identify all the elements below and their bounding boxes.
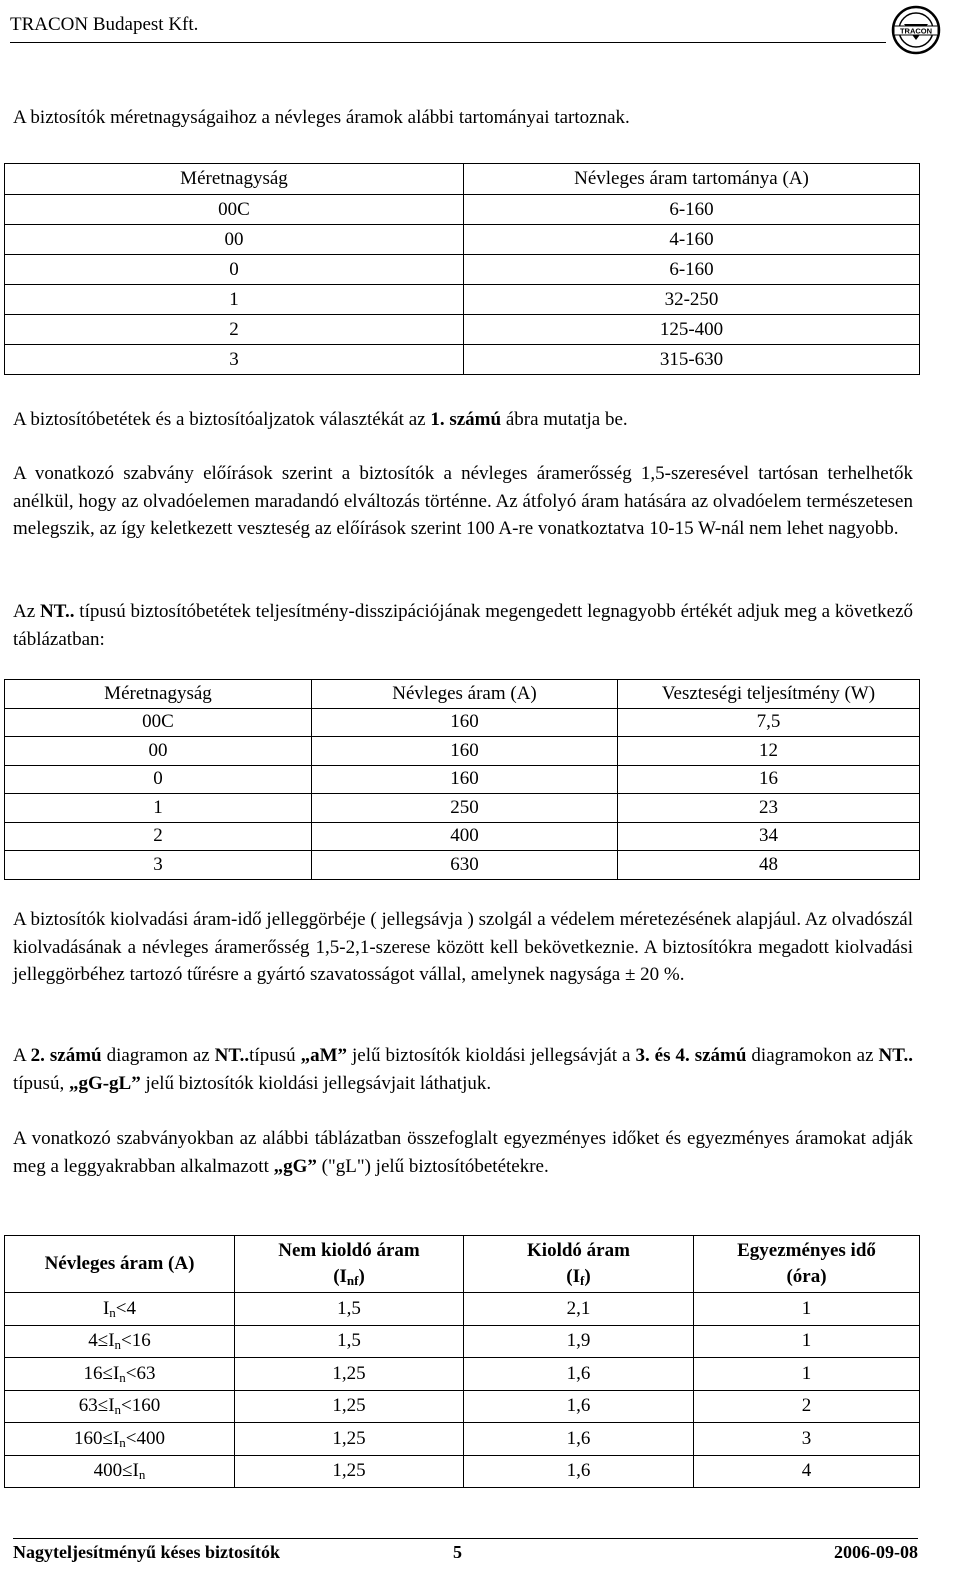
- table-cell: 1,25: [235, 1390, 464, 1423]
- table-cell: 16: [618, 765, 920, 794]
- table-cell: 1: [694, 1358, 920, 1391]
- table-row: [5, 1455, 920, 1488]
- table-cell: 00: [5, 737, 312, 766]
- table-cell: 630: [312, 851, 618, 880]
- table-cell: 160: [312, 708, 618, 737]
- page-number: 5: [453, 1542, 462, 1562]
- column-header: Nem kioldó áram $(I_{nf})$: [235, 1236, 464, 1293]
- table-cell: 6-160: [464, 195, 920, 225]
- table-cell: 1,6: [464, 1390, 694, 1423]
- table-cell: 1: [5, 794, 312, 823]
- column-header: Egyezményes idő (óra): [694, 1236, 920, 1293]
- table-cell: 0: [5, 255, 464, 285]
- characteristic-paragraph: A biztosítók kiolvadási áram-idő jelleggörbéje ( jellegsávja ) szolgál a védelem méretezésének alapjául. Az olvadószál kiolvadásának a névleges áramerősség 1,5-2,1-szerese között kell bekövetkeznie. A biztosítókra megadott kiolvadási jelleggörbéhez tartozó tűrésre a gyártó szavatosságot vállal, amelynek nagysága ± 20 %.: [13, 909, 913, 986]
- table-cell: 160: [312, 737, 618, 766]
- table-cell: 1,25: [235, 1455, 464, 1488]
- table-cell: 160: [312, 765, 618, 794]
- page-header: [10, 14, 940, 54]
- table-cell: 1,25: [235, 1423, 464, 1456]
- table-cell: 48: [618, 851, 920, 880]
- table-header-row: [5, 1236, 920, 1293]
- table-header-row: [5, 164, 920, 195]
- table-cell: $4\le I_n<16$: [5, 1325, 235, 1358]
- table-cell: $160\le I_n<400$: [5, 1423, 235, 1456]
- table-cell: 7,5: [618, 708, 920, 737]
- table-cell: 12: [618, 737, 920, 766]
- table-cell: 0: [5, 765, 312, 794]
- table-cell: $400\le I_n$: [5, 1455, 235, 1488]
- power-loss-table: [4, 679, 920, 880]
- table-row: [5, 1358, 920, 1391]
- column-header: Névleges áram (A): [5, 1236, 235, 1293]
- table-cell: 00C: [5, 195, 464, 225]
- conventional-current-table: [4, 1235, 920, 1488]
- table-cell: 3: [5, 851, 312, 880]
- table-row: [5, 345, 920, 375]
- table-row: [5, 195, 920, 225]
- company-name: TRACON Budapest Kft.: [10, 14, 199, 35]
- table-row: [5, 822, 920, 851]
- table-cell: 6-160: [464, 255, 920, 285]
- table-cell: 1,5: [235, 1325, 464, 1358]
- table-row: [5, 794, 920, 823]
- table-cell: 1: [694, 1325, 920, 1358]
- table-cell: 3: [694, 1423, 920, 1456]
- table-row: [5, 1325, 920, 1358]
- table-row: [5, 225, 920, 255]
- table-cell: 125-400: [464, 315, 920, 345]
- table-cell: 1,25: [235, 1358, 464, 1391]
- table-cell: 400: [312, 822, 618, 851]
- table-cell: 4-160: [464, 225, 920, 255]
- table-cell: 1,6: [464, 1455, 694, 1488]
- table-row: [5, 1293, 920, 1326]
- table-row: [5, 708, 920, 737]
- footer-title: Nagyteljesítményű késes biztosítók: [13, 1542, 280, 1562]
- column-header: Veszteségi teljesítmény (W): [618, 680, 920, 709]
- table-header-row: [5, 680, 920, 709]
- table-cell: 315-630: [464, 345, 920, 375]
- table-row: [5, 255, 920, 285]
- table-row: [5, 315, 920, 345]
- table-cell: 4: [694, 1455, 920, 1488]
- table-cell: 1: [5, 285, 464, 315]
- tracon-logo-icon: [890, 4, 942, 56]
- table-cell: 2: [5, 822, 312, 851]
- table-cell: 2: [5, 315, 464, 345]
- table-cell: 00C: [5, 708, 312, 737]
- standard-paragraph: A vonatkozó szabvány előírások szerint a biztosítók a névleges áramerősség 1,5-szeresével tartósan terhelhetők anélkül, hogy az olvadóelemen maradandó elváltozás történne. Az átfolyó áram hatására az olvadóelem természetesen melegszik, az így keletkezett veszteség az előírások szerint 100 A-re vonatkoztatva 10-15 W-nál nem lehet nagyobb.: [13, 463, 913, 540]
- table-cell: 1,9: [464, 1325, 694, 1358]
- intro-paragraph: A biztosítók méretnagyságaihoz a névleges áramok alábbi tartományai tartoznak.: [13, 107, 630, 128]
- column-header: Névleges áram (A): [312, 680, 618, 709]
- page-footer: [13, 1538, 918, 1569]
- table-cell: 3: [5, 345, 464, 375]
- table-cell: 2: [694, 1390, 920, 1423]
- table-cell: 23: [618, 794, 920, 823]
- column-header: Méretnagyság: [5, 164, 464, 195]
- svg-text:TRACON: TRACON: [899, 26, 933, 36]
- figure-reference-paragraph: A biztosítóbetétek és a biztosítóaljzatok választékát az 1. számú ábra mutatja be.: [13, 409, 628, 430]
- table-cell: 00: [5, 225, 464, 255]
- nt-type-paragraph: Az NT.. típusú biztosítóbetétek teljesítmény-disszipációjának megengedett legnagyobb értékét adjuk meg a következő táblázatban:: [13, 601, 913, 650]
- column-header: Méretnagyság: [5, 680, 312, 709]
- table-cell: 32-250: [464, 285, 920, 315]
- table-row: [5, 1390, 920, 1423]
- header-rule: [10, 42, 886, 43]
- table-row: [5, 851, 920, 880]
- table-cell: 2,1: [464, 1293, 694, 1326]
- table-cell: 250: [312, 794, 618, 823]
- table-row: [5, 737, 920, 766]
- conventional-values-paragraph: A vonatkozó szabványokban az alábbi táblázatban összefoglalt egyezményes időket és egyezményes áramokat adják meg a leggyakrabban alkalmazott „gG” ("gL") jelű biztosítóbetétekre.: [13, 1128, 913, 1177]
- table-cell: 1,6: [464, 1423, 694, 1456]
- column-header: Kioldó áram $(I_f)$: [464, 1236, 694, 1293]
- size-range-table: [4, 163, 920, 375]
- table-cell: 1: [694, 1293, 920, 1326]
- table-cell: 34: [618, 822, 920, 851]
- table-row: [5, 1423, 920, 1456]
- table-cell: 1,6: [464, 1358, 694, 1391]
- table-row: [5, 285, 920, 315]
- table-cell: $63\le I_n<160$: [5, 1390, 235, 1423]
- table-row: [5, 765, 920, 794]
- column-header: Névleges áram tartománya (A): [464, 164, 920, 195]
- table-cell: $16\le I_n<63$: [5, 1358, 235, 1391]
- table-cell: 1,5: [235, 1293, 464, 1326]
- diagram-reference-paragraph: A 2. számú diagramon az NT..típusú „aM” jelű biztosítók kioldási jellegsávját a 3. és 4. számú diagramokon az NT.. típusú, „gG-gL” jelű biztosítók kioldási jellegsávjait láthatjuk.: [13, 1045, 913, 1094]
- table-cell: $I_n<4$: [5, 1293, 235, 1326]
- footer-date: 2006-09-08: [834, 1542, 918, 1562]
